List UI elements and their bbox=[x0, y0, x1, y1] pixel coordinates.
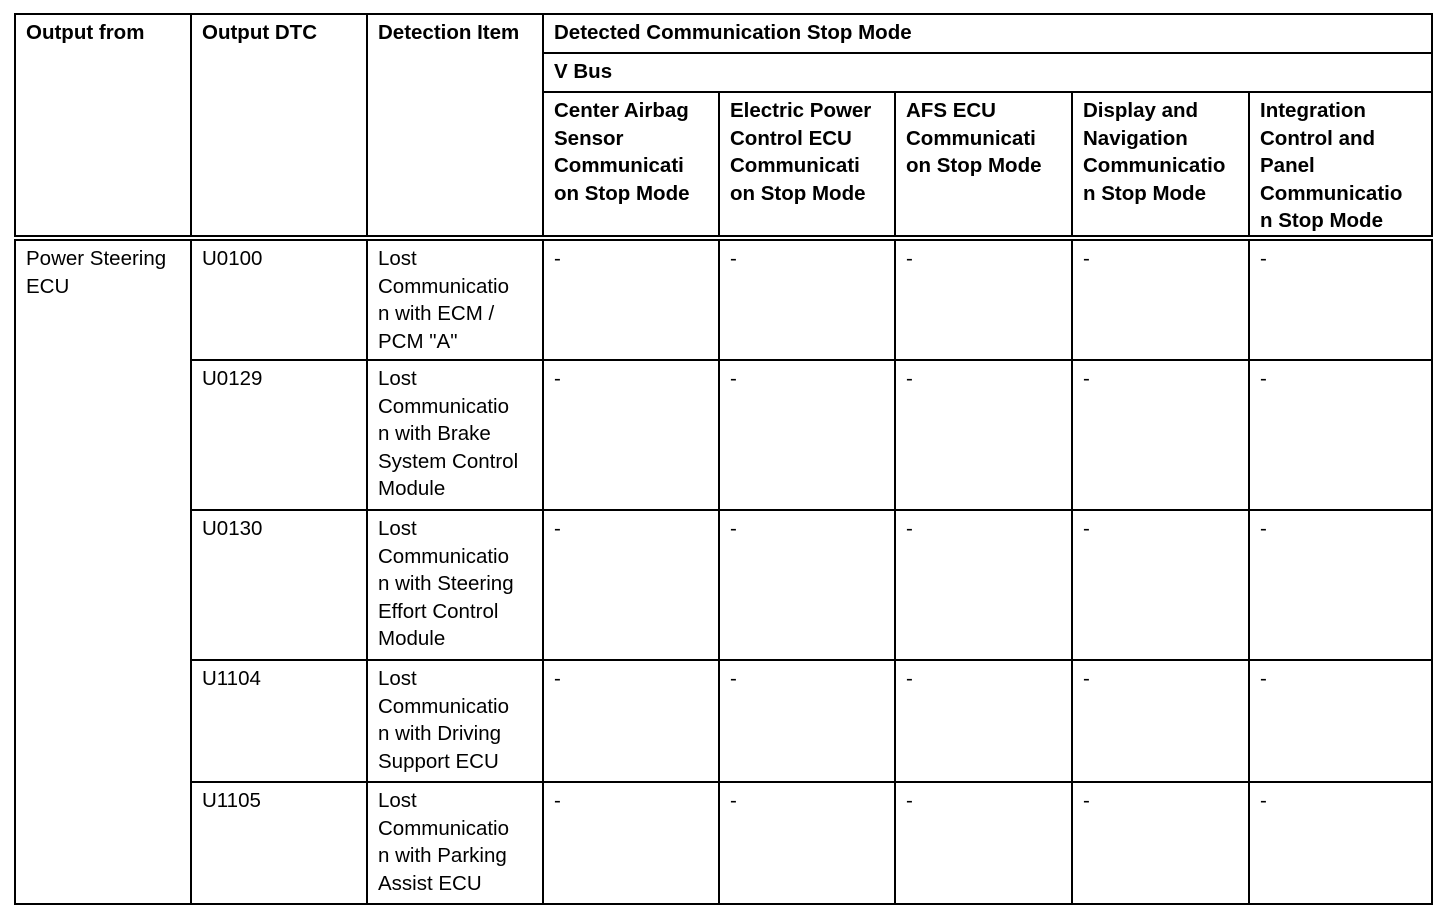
header-mode-display-navigation bbox=[1072, 92, 1249, 238]
detection-item-line: Communicatio bbox=[378, 274, 510, 298]
output-from-line: ECU bbox=[26, 274, 70, 298]
mode-value-cell: - bbox=[895, 238, 1072, 360]
mode-value-cell: - bbox=[1072, 782, 1249, 904]
header-mode-electric-power bbox=[719, 92, 895, 238]
detection-item-line: n with Steering bbox=[378, 572, 514, 596]
mode-value-cell: - bbox=[895, 782, 1072, 904]
mode-value-cell: - bbox=[719, 238, 895, 360]
header-mode-line: Control ECU bbox=[730, 126, 852, 150]
mode-value-cell: - bbox=[895, 510, 1072, 660]
header-mode-line: on Stop Mode bbox=[906, 154, 1042, 178]
header-mode-line: Center Airbag bbox=[554, 99, 689, 122]
table-row bbox=[15, 782, 1432, 904]
mode-value-cell: - bbox=[895, 360, 1072, 510]
detection-item-line: PCM "A" bbox=[378, 329, 458, 353]
detection-item-cell bbox=[367, 782, 543, 904]
header-mode-line: n Stop Mode bbox=[1083, 181, 1206, 205]
mode-value-cell: - bbox=[1072, 238, 1249, 360]
header-mode-line: Integration bbox=[1260, 99, 1366, 122]
header-detection-item: Detection Item bbox=[367, 14, 543, 238]
header-mode-line: Display and bbox=[1083, 99, 1199, 122]
header-mode-line: Panel bbox=[1260, 154, 1315, 178]
header-mode-line: Communicatio bbox=[1083, 154, 1226, 178]
header-mode-line: Navigation bbox=[1083, 126, 1188, 150]
detection-item-line: Lost bbox=[378, 666, 417, 690]
header-output-from: Output from bbox=[15, 14, 191, 238]
mode-value-cell: - bbox=[719, 660, 895, 782]
header-detected-mode: Detected Communication Stop Mode bbox=[543, 14, 1432, 53]
dtc-cell: U0129 bbox=[191, 360, 367, 510]
detection-item-line: Module bbox=[378, 477, 446, 501]
header-mode-line: n Stop Mode bbox=[1260, 209, 1383, 233]
detection-item-line: n with ECM / bbox=[378, 302, 495, 326]
mode-value-cell: - bbox=[719, 782, 895, 904]
detection-item-line: Communicatio bbox=[378, 544, 510, 568]
mode-value-cell: - bbox=[1249, 360, 1432, 510]
header-mode-integration-panel bbox=[1249, 92, 1432, 238]
mode-value-cell: - bbox=[543, 238, 719, 360]
detection-item-cell bbox=[367, 660, 543, 782]
header-mode-line: on Stop Mode bbox=[730, 181, 866, 205]
dtc-cell: U0130 bbox=[191, 510, 367, 660]
mode-value-cell: - bbox=[543, 660, 719, 782]
detection-item-line: Effort Control bbox=[378, 599, 499, 623]
detection-item-line: n with Driving bbox=[378, 722, 502, 746]
mode-value-cell: - bbox=[1072, 510, 1249, 660]
detection-item-cell bbox=[367, 510, 543, 660]
mode-value-cell: - bbox=[719, 510, 895, 660]
detection-item-line: Communicatio bbox=[378, 694, 510, 718]
table-row bbox=[15, 238, 1432, 360]
header-mode-line: Control and bbox=[1260, 126, 1376, 150]
mode-value-cell: - bbox=[895, 660, 1072, 782]
detection-item-line: Communicatio bbox=[378, 816, 510, 840]
detection-item-line: Lost bbox=[378, 246, 417, 270]
header-mode-line: Electric Power bbox=[730, 99, 872, 122]
output-from-cell bbox=[15, 238, 191, 904]
mode-value-cell: - bbox=[543, 360, 719, 510]
detection-item-line: Assist ECU bbox=[378, 871, 482, 895]
detection-item-cell bbox=[367, 238, 543, 360]
dtc-cell: U1104 bbox=[191, 660, 367, 782]
detection-item-line: Support ECU bbox=[378, 749, 499, 773]
dtc-cell: U0100 bbox=[191, 238, 367, 360]
mode-value-cell: - bbox=[1249, 510, 1432, 660]
header-mode-line: Sensor bbox=[554, 126, 624, 150]
detection-item-line: Lost bbox=[378, 366, 417, 390]
detection-item-line: Module bbox=[378, 627, 446, 651]
detection-item-line: Communicatio bbox=[378, 394, 510, 418]
header-mode-line: AFS ECU bbox=[906, 99, 996, 122]
header-mode-line: Communicatio bbox=[1260, 181, 1403, 205]
detection-item-line: Lost bbox=[378, 516, 417, 540]
mode-value-cell: - bbox=[1249, 782, 1432, 904]
output-from-line: Power Steering bbox=[26, 246, 167, 270]
mode-value-cell: - bbox=[1249, 238, 1432, 360]
mode-value-cell: - bbox=[543, 782, 719, 904]
header-mode-line: on Stop Mode bbox=[554, 181, 690, 205]
dtc-cell: U1105 bbox=[191, 782, 367, 904]
table-row bbox=[15, 510, 1432, 660]
mode-value-cell: - bbox=[719, 360, 895, 510]
header-bus: V Bus bbox=[543, 53, 1432, 92]
table-row bbox=[15, 660, 1432, 782]
detection-item-cell bbox=[367, 360, 543, 510]
detection-item-line: n with Parking bbox=[378, 844, 507, 868]
dtc-table bbox=[14, 13, 1433, 905]
mode-value-cell: - bbox=[1072, 360, 1249, 510]
header-mode-center-airbag bbox=[543, 92, 719, 238]
mode-value-cell: - bbox=[543, 510, 719, 660]
header-mode-line: Communicati bbox=[906, 126, 1036, 150]
header-mode-line: Communicati bbox=[554, 154, 684, 178]
header-mode-afs-ecu bbox=[895, 92, 1072, 238]
detection-item-line: System Control bbox=[378, 449, 519, 473]
mode-value-cell: - bbox=[1072, 660, 1249, 782]
table-row bbox=[15, 360, 1432, 510]
mode-value-cell: - bbox=[1249, 660, 1432, 782]
header-output-dtc: Output DTC bbox=[191, 14, 367, 238]
header-mode-line: Communicati bbox=[730, 154, 860, 178]
detection-item-line: n with Brake bbox=[378, 422, 491, 446]
detection-item-line: Lost bbox=[378, 788, 417, 812]
